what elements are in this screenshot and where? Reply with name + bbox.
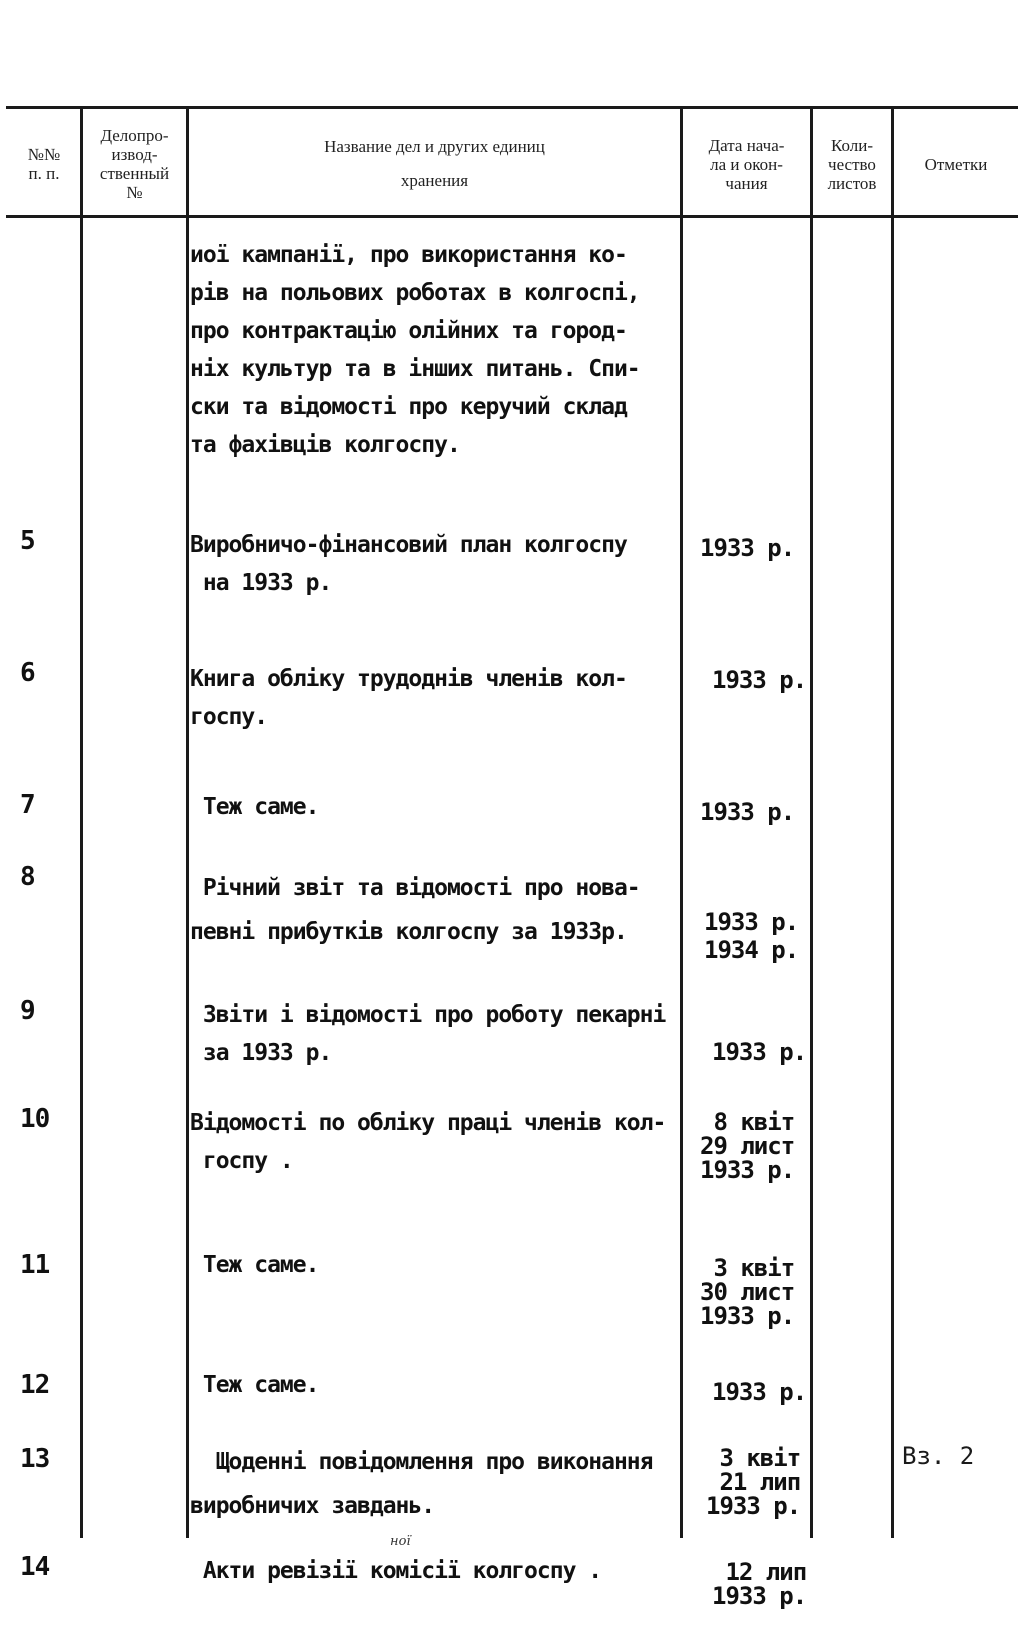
row-dates: 1933 р. [700,534,795,562]
row-dates: 8 квіт 29 лист 1933 р. [700,1108,795,1184]
row-num: 12 [20,1370,50,1400]
row-num: 5 [20,526,35,556]
row-title: Теж саме. [190,794,319,820]
row-dates: 1933 р. [700,798,795,826]
row-num: 7 [20,790,35,820]
row-title: Відомості по обліку праці членів кол- госпу . [190,1110,666,1174]
row-title: Звіти і відомості про роботу пекарні за 1933 р. [202,1002,666,1066]
row-title: Акти ревізії комісії колгоспу . [190,1558,602,1584]
row-num: 9 [20,996,35,1026]
row-num: 11 [20,1250,50,1280]
row-title: Теж саме. [190,1252,319,1278]
row-dates: 3 квіт 21 лип 1933 р. [706,1444,801,1520]
row-title: Теж саме. [190,1372,319,1398]
row-num: 13 [20,1444,50,1474]
header-office-number: Делопро- извод- ственный № [99,126,170,202]
row-dates: 12 лип 1933 р. [712,1558,807,1610]
row-dates: 1933 р. [712,1378,807,1406]
continuation-title: иої кампанії, про використання ко- рів на польових роботах в колгоспі, про контрактацію олійних та город- ніх культур та в інших питань. Спи- ски та відомості про керучий склад та фахівців колгоспу. [190,242,640,458]
col-sep-4 [810,108,813,1538]
row-num: 8 [20,862,35,892]
header-num: №№ п. п. [27,145,61,183]
row-title: Книга обліку трудоднів членів кол- госпу. [190,666,627,730]
row-title: Щоденні повідомлення про виконання виробничих завдань. [190,1449,653,1519]
handwritten-correction: ної [390,1534,411,1549]
row-num: 10 [20,1104,50,1134]
row-title: Річний звіт та відомості про нова- певні прибутків колгоспу за 1933р. [190,875,640,945]
row-dates: 3 квіт 30 лист 1933 р. [700,1254,795,1330]
header-dates: Дата нача- ла и окон- чания [708,135,785,193]
col-sep-5 [891,108,894,1538]
header-title: Название дел и других единиц хранения [324,137,545,190]
col-sep-3 [680,108,683,1538]
header-sheets: Коли- чество листов [827,135,877,193]
header-top-rule [6,106,1018,109]
row-dates: 1933 р. 1934 р. [704,908,799,964]
row-note: Вз. 2 [902,1442,975,1470]
row-num: 6 [20,658,35,688]
col-sep-1 [80,108,83,1538]
row-title: Виробничо-фінансовий план колгоспу на 1933 р. [190,532,627,596]
row-dates: 1933 р. [712,666,807,694]
header-notes: Отметки [924,154,988,174]
col-sep-2 [186,108,189,1538]
row-num: 14 [20,1552,50,1582]
row-dates: 1933 р. [712,1038,807,1066]
